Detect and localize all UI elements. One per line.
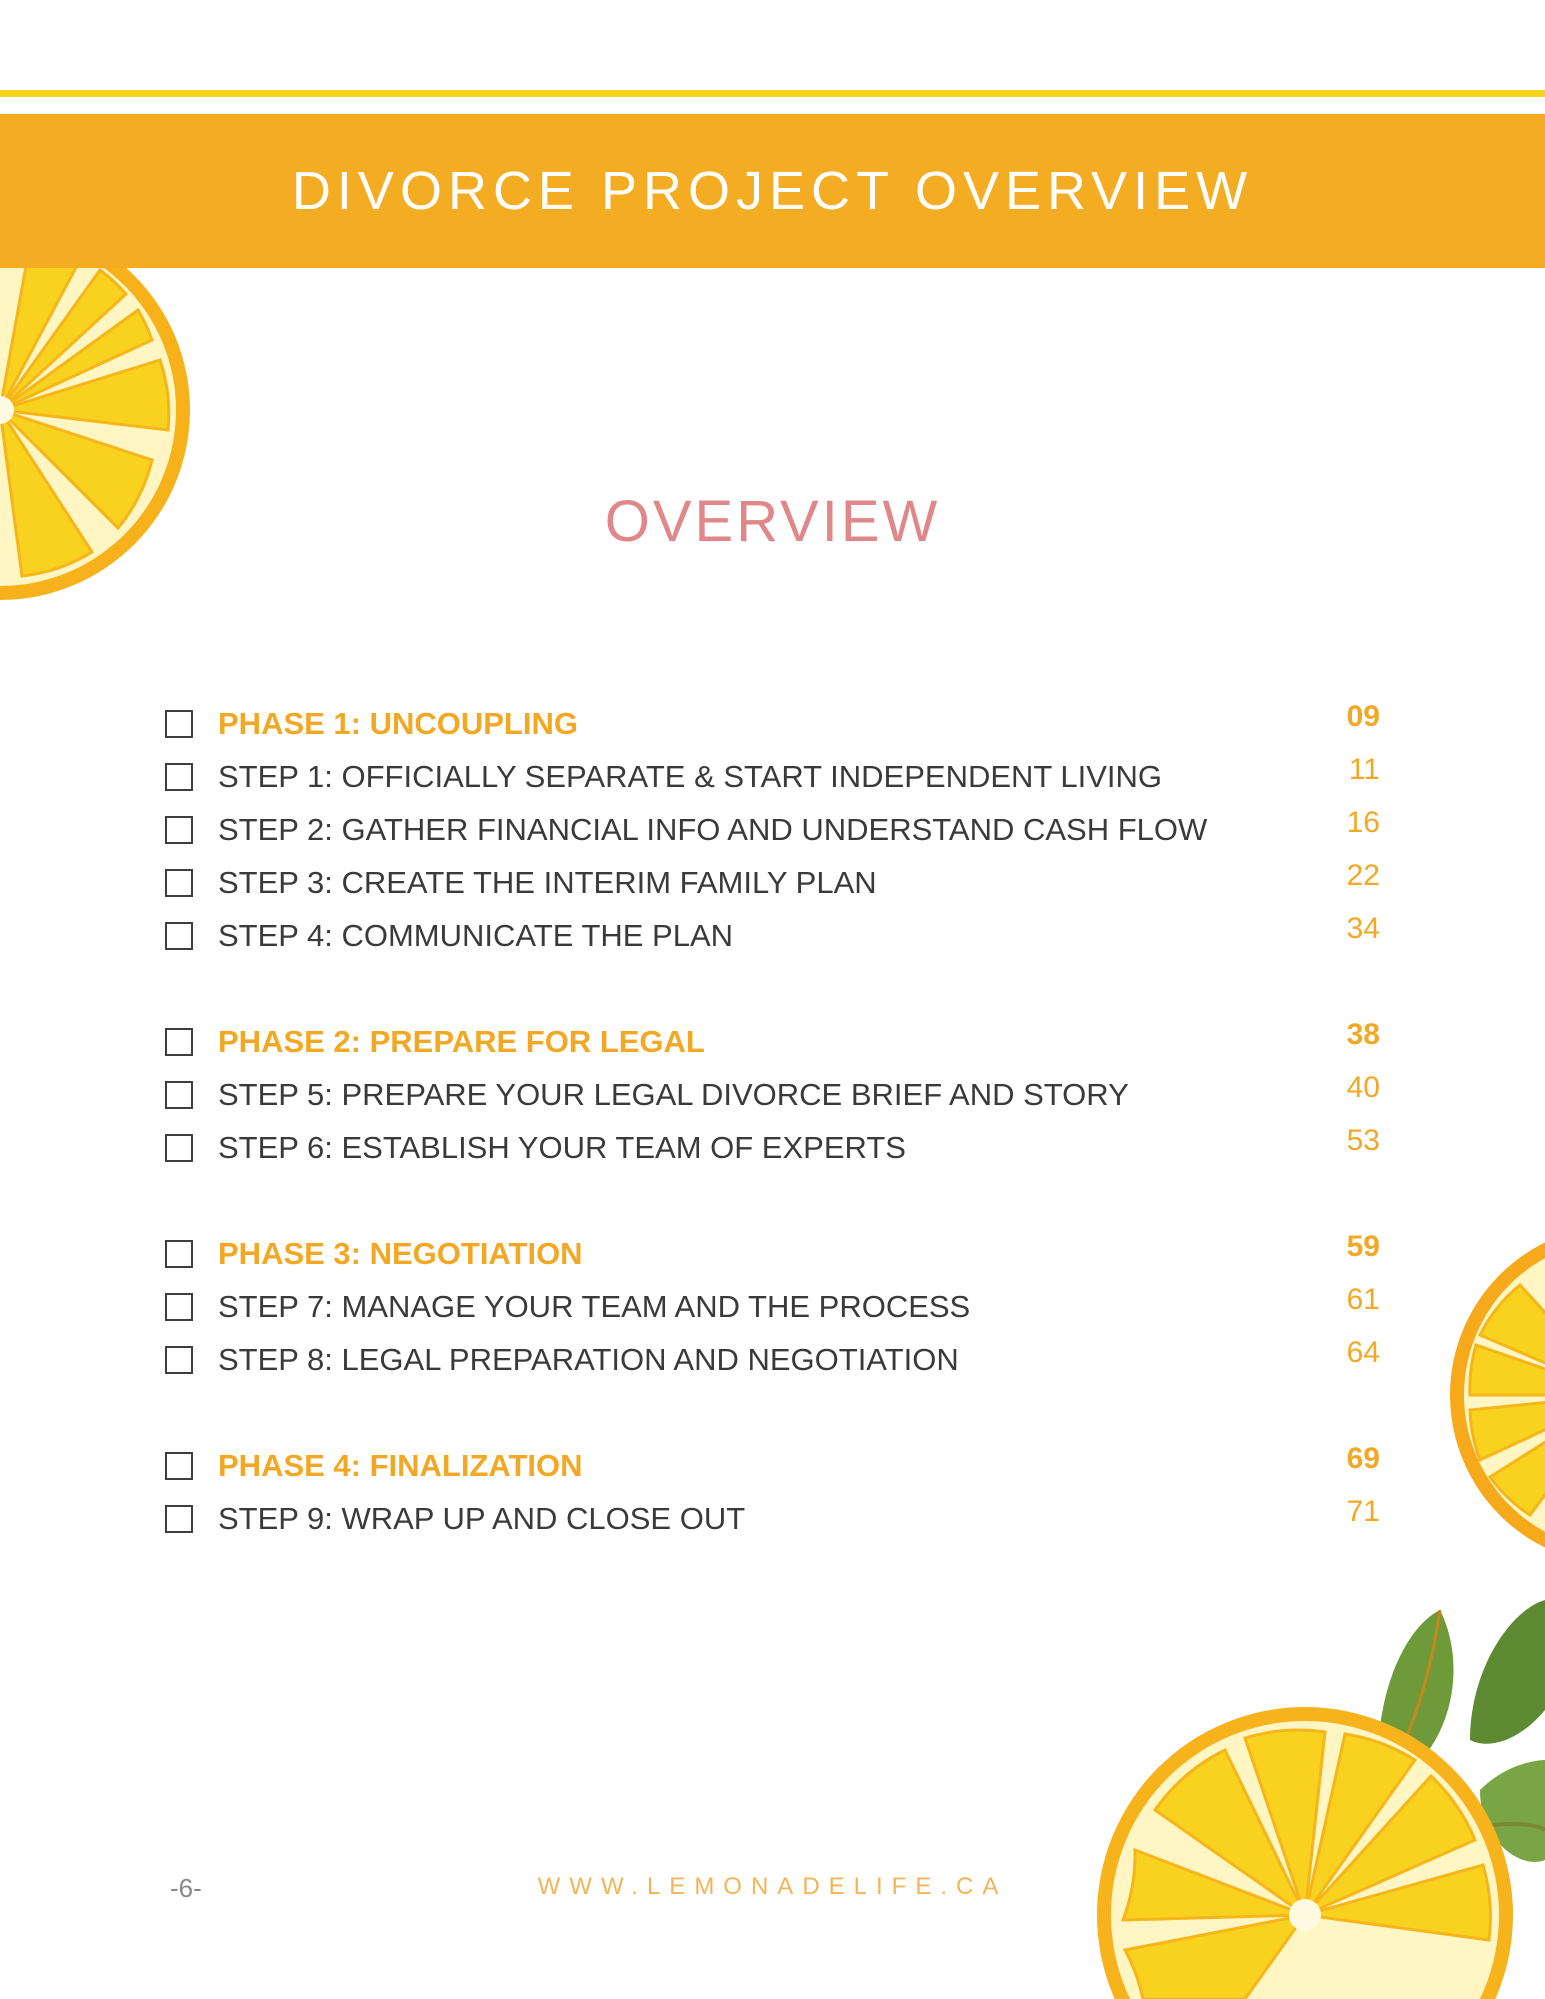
toc-row-phase-1[interactable]: [0, 698, 1545, 751]
footer-website-link[interactable]: WWW.LEMONADELIFE.CA: [537, 1873, 1008, 1900]
toc-row-step-9[interactable]: [0, 1493, 1545, 1546]
toc-label: PHASE 1: UNCOUPLING: [218, 706, 578, 741]
checkbox[interactable]: [165, 816, 193, 844]
toc-label: STEP 8: LEGAL PREPARATION AND NEGOTIATION: [218, 1342, 959, 1377]
toc-label: STEP 4: COMMUNICATE THE PLAN: [218, 918, 734, 953]
toc-label: STEP 6: ESTABLISH YOUR TEAM OF EXPERTS: [218, 1130, 906, 1165]
toc-page: 16: [1346, 806, 1380, 839]
toc-page: 53: [1346, 1124, 1380, 1157]
header-banner: [0, 114, 1545, 268]
toc-row-step-8[interactable]: [0, 1334, 1545, 1387]
toc-row-phase-4[interactable]: [0, 1440, 1545, 1493]
checkbox[interactable]: [165, 710, 193, 738]
lemon-slice-bottom-right-icon: [1095, 1700, 1515, 1999]
toc-page: 34: [1346, 912, 1380, 945]
checkbox[interactable]: [165, 922, 193, 950]
toc-page: 59: [1346, 1230, 1380, 1263]
toc-page: 38: [1346, 1018, 1380, 1051]
checkbox[interactable]: [165, 869, 193, 897]
checkbox[interactable]: [165, 1505, 193, 1533]
toc-label: STEP 7: MANAGE YOUR TEAM AND THE PROCESS: [218, 1289, 971, 1324]
toc-label: STEP 3: CREATE THE INTERIM FAMILY PLAN: [218, 865, 877, 900]
section-title: OVERVIEW: [604, 489, 941, 554]
toc-row-step-6[interactable]: [0, 1122, 1545, 1175]
checkbox[interactable]: [165, 1028, 193, 1056]
checkbox[interactable]: [165, 1452, 193, 1480]
toc-page: 11: [1348, 753, 1380, 786]
toc-page: 69: [1346, 1442, 1380, 1475]
page-header-title: DIVORCE PROJECT OVERVIEW: [291, 161, 1254, 221]
toc-page: 09: [1346, 700, 1380, 733]
toc-label: PHASE 2: PREPARE FOR LEGAL: [218, 1024, 705, 1059]
toc-row-step-5[interactable]: [0, 1069, 1545, 1122]
toc-row-step-4[interactable]: [0, 910, 1545, 963]
toc-row-phase-2[interactable]: [0, 1016, 1545, 1069]
footer-page-number: -6-: [170, 1873, 202, 1903]
toc-label: STEP 1: OFFICIALLY SEPARATE & START INDEPENDENT LIVING: [218, 759, 1163, 794]
checkbox[interactable]: [165, 1134, 193, 1162]
checkbox[interactable]: [165, 1346, 193, 1374]
toc-row-step-3[interactable]: [0, 857, 1545, 910]
toc-page: 40: [1346, 1071, 1380, 1104]
toc-page: 71: [1346, 1495, 1380, 1528]
checkbox[interactable]: [165, 1240, 193, 1268]
toc-page: 22: [1346, 859, 1380, 892]
checkbox[interactable]: [165, 1293, 193, 1321]
toc-label: STEP 9: WRAP UP AND CLOSE OUT: [218, 1501, 746, 1536]
toc-row-phase-3[interactable]: [0, 1228, 1545, 1281]
toc-row-step-2[interactable]: [0, 804, 1545, 857]
toc-label: PHASE 4: FINALIZATION: [218, 1448, 583, 1483]
toc-page: 64: [1346, 1336, 1380, 1369]
toc-label: STEP 5: PREPARE YOUR LEGAL DIVORCE BRIEF AND STORY: [218, 1077, 1129, 1112]
toc-row-step-1[interactable]: [0, 751, 1545, 804]
toc-page: 61: [1346, 1283, 1380, 1316]
checkbox[interactable]: [165, 763, 193, 791]
toc-label: PHASE 3: NEGOTIATION: [218, 1236, 583, 1271]
toc-row-step-7[interactable]: [0, 1281, 1545, 1334]
toc-label: STEP 2: GATHER FINANCIAL INFO AND UNDERSTAND CASH FLOW: [218, 812, 1208, 847]
checkbox[interactable]: [165, 1081, 193, 1109]
top-accent-line: [0, 90, 1545, 97]
